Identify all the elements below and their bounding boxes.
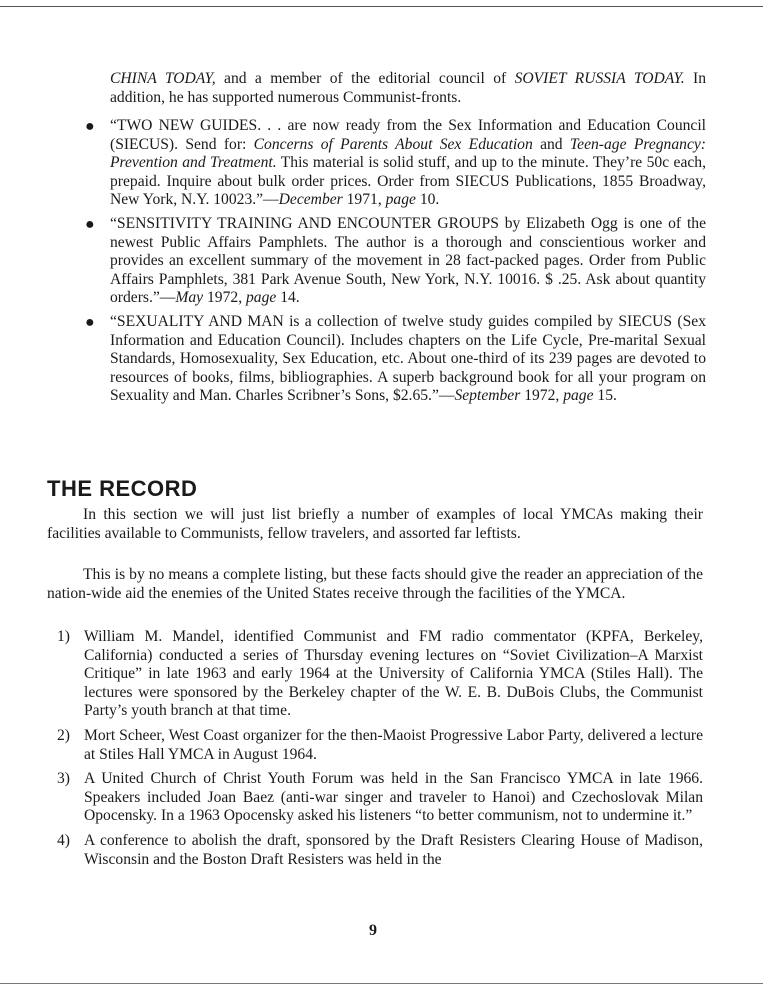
bullet-icon: ● (85, 118, 95, 135)
intro-text-2: In addition, he has supported numerous Communist-fronts. (110, 70, 706, 106)
bottom-rule (0, 983, 763, 984)
record-text: William M. Mandel, identified Communist and FM radio commentator (KPFA, Berkeley, California) conducted a series of Thursday evening lectures on “Soviet Civilization–A Marxist Critique” in late 1963 and early 1964 at the University of California YMCA (Stiles Hall). The lectures were sponsored by the Berkeley chapter of the W. E. B. DuBois Clubs, the Communist Party’s youth branch at that time. (84, 628, 703, 720)
record-item (47, 727, 703, 764)
quote-list (82, 117, 706, 411)
intro-pub-1: CHINA TODAY, (110, 70, 216, 87)
record-number: 1) (57, 628, 70, 645)
quote-item: ● “SENSITIVITY TRAINING AND ENCOUNTER GROUPS by Elizabeth Ogg is one of the newest Public Affairs Pamphlets. The author is a thorough and conscientious worker and provides an excellent summary of the movement in 28 fact-packed pages. Order from Public Affairs Pamphlets, 381 Park Avenue South, New York, N.Y. 10016. $ .25. Ask about quantity orders.”—May 1972, page 14. (85, 214, 706, 307)
record-item (47, 628, 703, 721)
record-number: 3) (57, 770, 70, 788)
bullet-icon: ● (85, 313, 95, 331)
section-paragraph-2: This is by no means a complete listing, but these facts should give the reader an appreciation of the nation-wide aid the enemies of the United States receive through the facilities of the YMCA. (47, 566, 703, 602)
intro-continuation (110, 70, 706, 107)
intro-pub-2: SOVIET RUSSIA TODAY. (514, 70, 685, 87)
section-heading: THE RECORD (47, 476, 198, 501)
record-text: Mort Scheer, West Coast organizer for the then-Maoist Progressive Labor Party, delivered a lecture at Stiles Hall YMCA in August 1964. (84, 726, 703, 763)
record-text: A conference to abolish the draft, sponsored by the Draft Resisters Clearing House of Madison, Wisconsin and the Boston Draft Resisters was held in the (84, 831, 703, 868)
page-number: 9 (369, 922, 377, 939)
record-number: 4) (57, 831, 70, 849)
quote-item: ● “TWO NEW GUIDES. . . are now ready from the Sex Information and Education Council (SIECUS). Send for: Concerns of Parents About Sex Education and Teen-age Pregnancy: Prevention and Treatment. This material is solid stuff, and up to the minute. They’re 50c each, prepaid. Inquire about bulk order prices. Order from SIECUS Publications, 1855 Broadway, New York, N.Y. 10023.”—December 1971, page 10. (85, 117, 706, 209)
intro-text-1: and a member of the editorial council of (215, 70, 515, 87)
record-item (47, 770, 703, 826)
record-list (47, 628, 703, 875)
record-item (47, 832, 703, 869)
record-number: 2) (57, 726, 70, 744)
section-paragraph-1: In this section we will just list briefly a number of examples of local YMCAs making their facilities available to Communists, fellow travelers, and assorted far leftists. (47, 506, 703, 542)
record-text: A United Church of Christ Youth Forum was held in the San Francisco YMCA in late 1966. Speakers included Joan Baez (anti-war singer and traveler to Hanoi) and Czechoslovak Milan Opocensky. In a 1963 Opocensky asked his listeners “to better communism, not to undermine it.” (84, 770, 703, 825)
top-rule (0, 6, 763, 7)
quote-item: ● “SEXUALITY AND MAN is a collection of twelve study guides compiled by SIECUS (Sex Information and Education Council). Includes chapters on the Life Cycle, Pre-marital Sexual Standards, Homosexuality, Sex Education, etc. About one-third of its 239 pages are devoted to resources of books, films, bibliographies. A superb background book for all your program on Sexuality and Man. Charles Scribner’s Sons, $2.65.”—September 1972, page 15. (85, 312, 706, 405)
bullet-icon: ● (85, 215, 95, 233)
